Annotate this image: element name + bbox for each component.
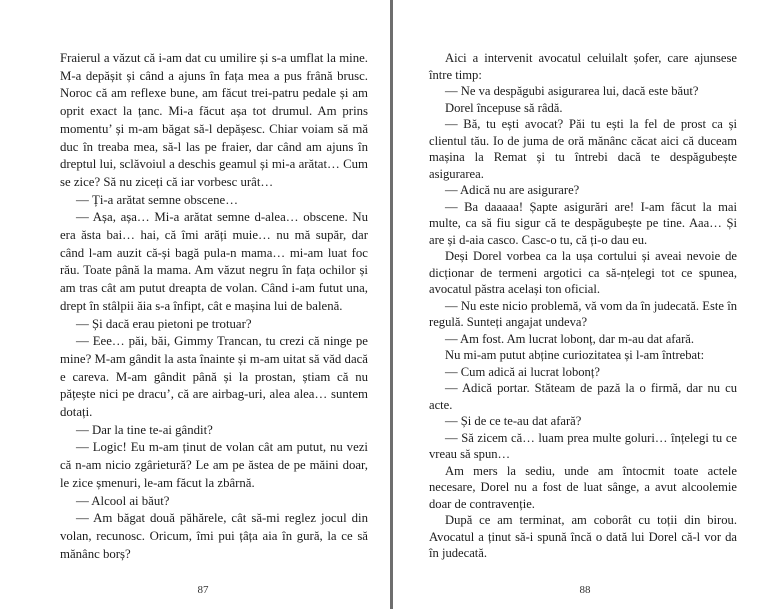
dialogue-line: — Nu este nicio problemă, vă vom da în judecată. Este în regulă. Sunteți angajat undeva? [429,298,737,329]
dialogue-line: — Adică nu are asigurare? [445,183,580,197]
paragraph: Aici a intervenit avocatul celuilalt șofer, care ajunsese între timp: [429,51,737,82]
paragraph: Dorel începuse să râdă. [445,100,563,115]
dialogue-line: — Să zicem că… luam prea multe goluri… înțelegi tu ce vreau să spun… [429,430,737,461]
dialogue-line: — Cum adică ai lucrat lobonț? [445,364,600,379]
dialogue-line: — Bă, tu ești avocat? Păi tu ești la fel de prost ca și clientul tău. Io de juma de oră mănânc căcat aici că duceam mașina la Remat și tu întrebi dacă te despăgubește asigurarea. [429,117,737,181]
page-number: 87 [197,584,209,596]
dialogue-line: — Dar la tine te-ai gândit? [76,422,213,437]
page-number: 88 [579,584,591,596]
paragraph: Fraierul a văzut că i-am dat cu umilire și s-a umflat la mine. M-a depășit și când a ajuns în fața mea a pus frână brusc. Noroc că am reflexe bune, am făcut trei-patru pedale și am oprit exact la țanc. Mi-a făcut așa tot drumul. Am prins momentu’ și m-am băgat să-l depășesc. Chiar voiam să mă duc în treaba mea, să-l las pe fraier, dar când am ajuns în dreptul lui, sclăvoiul a deschis geamul și mi-a arătat… Cum se zice? Să nu ziceți că iar vorbesc urât… [60,51,368,189]
dialogue-line: — Ți-a arătat semne obscene… [76,192,239,207]
right-page [393,0,783,609]
dialogue-line: — Eee… păi, băi, Gimmy Trancan, tu crezi că ninge pe mine? M-am gândit la asta înainte și m-am uitat să văd dacă e careva. M-am gândit până și la prostan, știam că nu pățește nici pe dracu’, că are airbag-uri, alea alea… suntem dotați. [60,334,368,420]
dialogue-line: — Logic! Eu m-am ținut de volan cât am putut, nu vezi că n-am nicio zgârietură? Le am pe ăstea de pe măini doar, le zice șmenuri, le-am făcut la zbârnă. [60,440,368,490]
dialogue-line: — Alcool ai băut? [76,493,170,508]
paragraph: Nu mi-am putut abține curiozitatea și l-am întrebat: [445,348,705,362]
left-page-text [60,50,368,563]
left-page [0,0,390,609]
dialogue-line: — Ba daaaaa! Șapte asigurări are! I-am făcut la mai multe, ca să fiu sigur că te despăgubește pe tine. Aaa… Și are și d-aia casco. Casc-o tu, că ți-o dau eu. [429,199,737,247]
paragraph: Am mers la sediu, unde am întocmit toate actele necesare, Dorel nu a fost de luat sânge, a avut alcoolemie doar de contravenție. [429,463,737,511]
right-page-text [429,50,737,562]
dialogue-line: — Așa, așa… Mi-a arătat semne d-alea… obscene. Nu era ăsta bai… hai, că îmi arăți muie… nu mă supăr, dar când l-am auzit că-și bagă pula-n mama… mi-am luat foc rău. Toate până la mama. Am văzut negru în fața ochilor și am tras cât am putut dreapta de volan. Când i-am futut una, drept în stâlpii ăia s-a înfipt, cât e mașina lui de balenă. [60,210,368,313]
dialogue-line: — Și dacă erau pietoni pe trotuar? [76,316,252,331]
paragraph: După ce am terminat, am coborât cu toții din birou. Avocatul a ținut să-i spună încă o dată lui Dorel că-l vor da în judecată. [429,513,737,560]
dialogue-line: — Adică portar. Stăteam de pază la o firmă, dar nu cu acte. [429,381,737,412]
dialogue-line: — Ne va despăgubi asigurarea lui, dacă este băut? [445,84,699,98]
dialogue-line: — Am băgat două păhărele, cât să-mi reglez jocul din volan, recunosc. Oricum, îmi pui țâța aia în gură, la ce să mănânc borș? [60,511,368,561]
paragraph: Deși Dorel vorbea ca la ușa cortului și aveai nevoie de dicționar de termeni argotici ca să-nțelegi tot ce spunea, avocatul păstra același ton oficial. [429,249,737,296]
dialogue-line: — Și de ce te-au dat afară? [445,414,582,428]
dialogue-line: — Am fost. Am lucrat lobonț, dar m-au dat afară. [445,331,695,346]
